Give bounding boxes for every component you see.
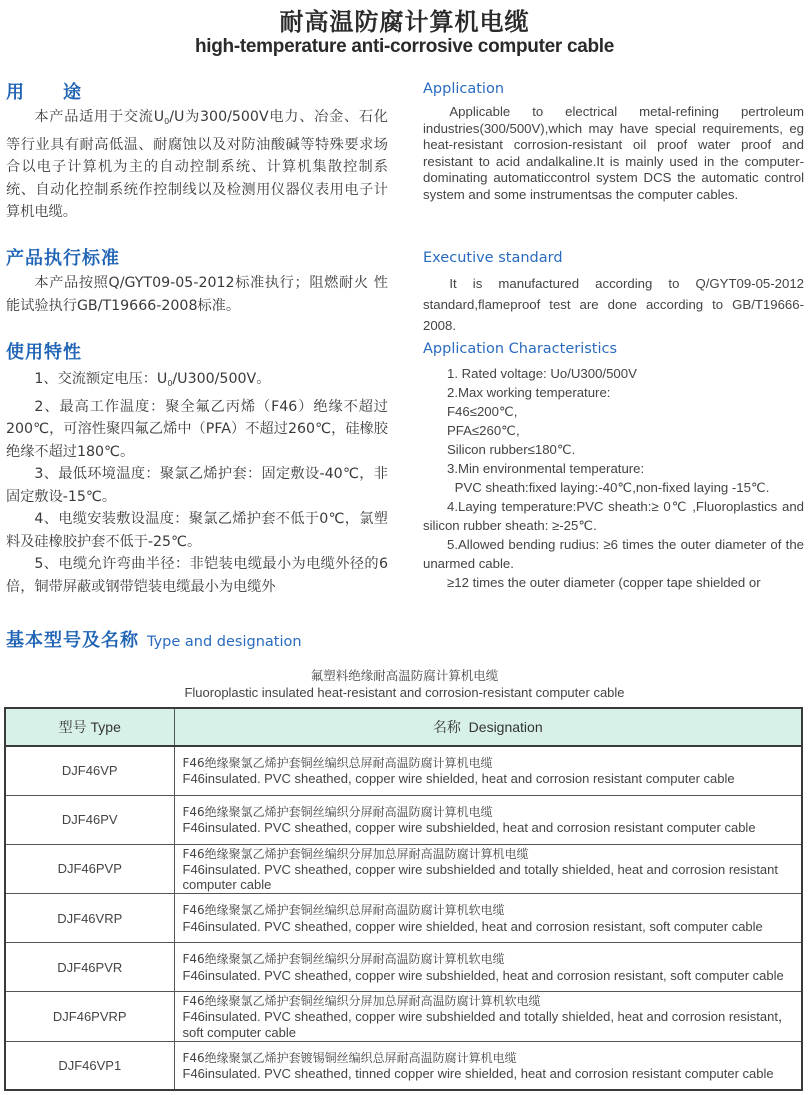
designation-en: F46insulated. PVC sheathed, tinned copper wire shielded, heat and corrosion resistant computer cable bbox=[182, 1065, 774, 1081]
model-cell: DJF46PVR bbox=[5, 943, 174, 992]
characteristic-item-en: Silicon rubber≤180℃. bbox=[447, 442, 576, 457]
characteristic-item-cn: 2、最高工作温度：聚全氟乙丙烯（F46）绝缘不超过200℃，可溶性聚四氟乙烯中（PFA）不超过260℃，硅橡胶绝缘不超过180℃。 bbox=[6, 398, 388, 460]
designation-en: F46insulated. PVC sheathed, copper wire shielded, heat and corrosion resistant computer cable bbox=[182, 771, 735, 787]
model-cell: DJF46PV bbox=[5, 795, 174, 844]
characteristic-item-en: PVC sheath:fixed laying:-40℃,non-fixed laying -15℃. bbox=[451, 480, 770, 495]
table-caption-en: Fluoroplastic insulated heat-resistant and corrosion-resistant computer cable bbox=[184, 685, 625, 700]
model-cell: DJF46PVP bbox=[5, 844, 174, 894]
table-row bbox=[5, 844, 802, 894]
designation-en: F46insulated. PVC sheathed, copper wire subshielded and totally shielded, heat and corrosion resistant computer cable bbox=[182, 861, 778, 892]
characteristics-list-en bbox=[423, 364, 804, 592]
characteristics-heading-en: Application Characteristics bbox=[423, 341, 618, 357]
characteristics-section-en bbox=[423, 341, 804, 592]
characteristic-item-en: 3.Min environmental temperature: bbox=[447, 461, 645, 476]
model-cell: DJF46VP1 bbox=[5, 1041, 174, 1090]
model-cell: DJF46VP bbox=[5, 746, 174, 795]
designation-en: F46insulated. PVC sheathed, copper wire subshielded, heat and corrosion resistant, soft computer cable bbox=[182, 967, 784, 983]
designation-cell bbox=[174, 992, 802, 1042]
characteristic-item-en: 5.Allowed bending rudius: ≥6 times the outer diameter of the unarmed cable. bbox=[423, 537, 804, 571]
characteristic-item-cn: 5、电缆允许弯曲半径：非铠装电缆最小为电缆外径的6倍，铜带屏蔽或钢带铠装电缆最小为电缆外 bbox=[6, 556, 388, 595]
type-designation-table bbox=[4, 707, 803, 1091]
designation-cn: F46绝缘聚氯乙烯护套铜丝编织总屏耐高温防腐计算机软电缆 bbox=[182, 903, 505, 918]
designation-cell bbox=[174, 894, 802, 943]
designation-cn: F46绝缘聚氯乙烯护套铜丝编织分屏耐高温防腐计算机软电缆 bbox=[182, 952, 505, 967]
characteristic-item-en: ≥12 times the outer diameter (copper tape shielded or bbox=[447, 575, 761, 590]
type-heading-cn: 基本型号及名称 bbox=[6, 630, 139, 651]
characteristic-item-cn: 3、最低环境温度：聚氯乙烯护套：固定敷设-40℃，非固定敷设-15℃。 bbox=[6, 466, 388, 505]
standard-heading-cn: 产品执行标准 bbox=[6, 248, 120, 269]
characteristics-section-cn bbox=[6, 338, 388, 598]
designation-cell bbox=[174, 1041, 802, 1090]
designation-cn: F46绝缘聚氯乙烯护套铜丝编织分屏加总屏耐高温防腐计算机软电缆 bbox=[182, 994, 541, 1009]
designation-cn: F46绝缘聚氯乙烯护套镀锡铜丝编织总屏耐高温防腐计算机电缆 bbox=[182, 1050, 517, 1065]
characteristics-heading-cn: 使用特性 bbox=[6, 342, 82, 363]
designation-en: F46insulated. PVC sheathed, copper wire subshielded, heat and corrosion resistant computer cable bbox=[182, 820, 756, 835]
application-text-cn bbox=[6, 106, 388, 224]
standard-section-cn bbox=[6, 244, 388, 317]
application-text-cn-b: /U为300/500V电力、冶金、石化等行业具有耐高低温、耐腐蚀以及对防油酸碱等特殊要求场合以电子计算机为主的自动控制系统、计算机集散控制系统、自动化控制系统作控制线以及检测用仪器仪表用电子计算机电缆。 bbox=[6, 109, 388, 220]
model-cell: DJF46VRP bbox=[5, 894, 174, 943]
designation-en: F46insulated. PVC sheathed, copper wire shielded, heat and corrosion resistant, soft computer cable bbox=[182, 918, 763, 934]
table-row bbox=[5, 746, 802, 795]
designation-cn: F46绝缘聚氯乙烯护套铜丝编织总屏耐高温防腐计算机电缆 bbox=[182, 756, 493, 771]
characteristic-item-en: PFA≤260℃, bbox=[447, 423, 520, 438]
table-row bbox=[5, 795, 802, 844]
table-row bbox=[5, 894, 802, 943]
table-row bbox=[5, 943, 802, 992]
application-text-cn-a: 本产品适用于交流U bbox=[34, 109, 165, 125]
characteristic-item-en: 4.Laying temperature:PVC sheath:≥ 0℃ ,Fluoroplastics and silicon rubber sheath: ≥-25℃. bbox=[423, 499, 804, 533]
page-title-cn: 耐高温防腐计算机电缆 bbox=[279, 8, 530, 36]
characteristic-1-b: /U300/500V。 bbox=[172, 371, 271, 387]
designation-cn: F46绝缘聚氯乙烯护套铜丝编织分屏耐高温防腐计算机电缆 bbox=[182, 804, 493, 819]
model-cell: DJF46PVRP bbox=[5, 992, 174, 1042]
characteristic-item-en: 1. Rated voltage: Uo/U300/500V bbox=[447, 366, 637, 381]
subscript-zero: 0 bbox=[167, 379, 173, 388]
characteristics-list-cn bbox=[6, 368, 388, 598]
standard-text-en: It is manufactured according to Q/GYT09-05-2012 standard,flameproof test are done according to GB/T19666-2008. bbox=[423, 276, 804, 333]
table-header-row bbox=[5, 708, 802, 746]
designation-cn: F46绝缘聚氯乙烯护套铜丝编织分屏加总屏耐高温防腐计算机电缆 bbox=[182, 846, 529, 861]
application-section-en bbox=[423, 81, 804, 204]
table-body bbox=[5, 746, 802, 1090]
application-section-cn bbox=[6, 78, 388, 224]
subscript-zero: 0 bbox=[164, 117, 170, 126]
standard-section-en bbox=[423, 250, 804, 336]
standard-text-cn: 本产品按照Q/GYT09-05-2012标准执行；阻燃耐火 性能试验执行GB/T19666-2008标准。 bbox=[6, 275, 388, 314]
characteristic-item-en: F46≤200℃, bbox=[447, 404, 518, 419]
characteristic-item-en: 2.Max working temperature: bbox=[447, 385, 611, 400]
characteristic-item-cn bbox=[6, 368, 388, 396]
designation-cell bbox=[174, 746, 802, 795]
page-title-en: high-temperature anti-corrosive computer cable bbox=[194, 36, 615, 57]
type-heading-en: Type and designation bbox=[147, 634, 302, 650]
column-header-designation: 名称 Designation bbox=[174, 708, 802, 746]
characteristic-item-cn: 4、电缆安装敷设温度：聚氯乙烯护套不低于0℃，氯塑料及硅橡胶护套不低于-25℃。 bbox=[6, 511, 388, 550]
designation-cell bbox=[174, 795, 802, 844]
designation-en: F46insulated. PVC sheathed, copper wire subshielded and totally shielded, heat and corrosion resistant，soft computer cable bbox=[182, 1009, 791, 1040]
application-text-en: Applicable to electrical metal-refining pertroleum industries(300/500V),which may have special requirements, eg heat-resistant corrosion-resistant oil proof water proof and resistant to acid andalkaline.It is mainly used in the computer-dominating automaticcontrol system DCS the automatic control system and some instrumentsas the computer cables. bbox=[423, 104, 804, 202]
designation-cell bbox=[174, 844, 802, 894]
standard-heading-en: Executive standard bbox=[423, 250, 563, 266]
application-heading-cn: 用 途 bbox=[6, 82, 82, 103]
designation-cell bbox=[174, 943, 802, 992]
characteristic-1-a: 1、交流额定电压：U bbox=[34, 371, 168, 387]
column-header-type: 型号 Type bbox=[5, 708, 174, 746]
application-heading-en: Application bbox=[423, 81, 505, 97]
table-row bbox=[5, 1041, 802, 1090]
table-row bbox=[5, 992, 802, 1042]
type-designation-heading bbox=[6, 626, 302, 652]
table-caption bbox=[0, 667, 809, 701]
table-caption-cn: 氟塑料绝缘耐高温防腐计算机电缆 bbox=[310, 668, 499, 683]
